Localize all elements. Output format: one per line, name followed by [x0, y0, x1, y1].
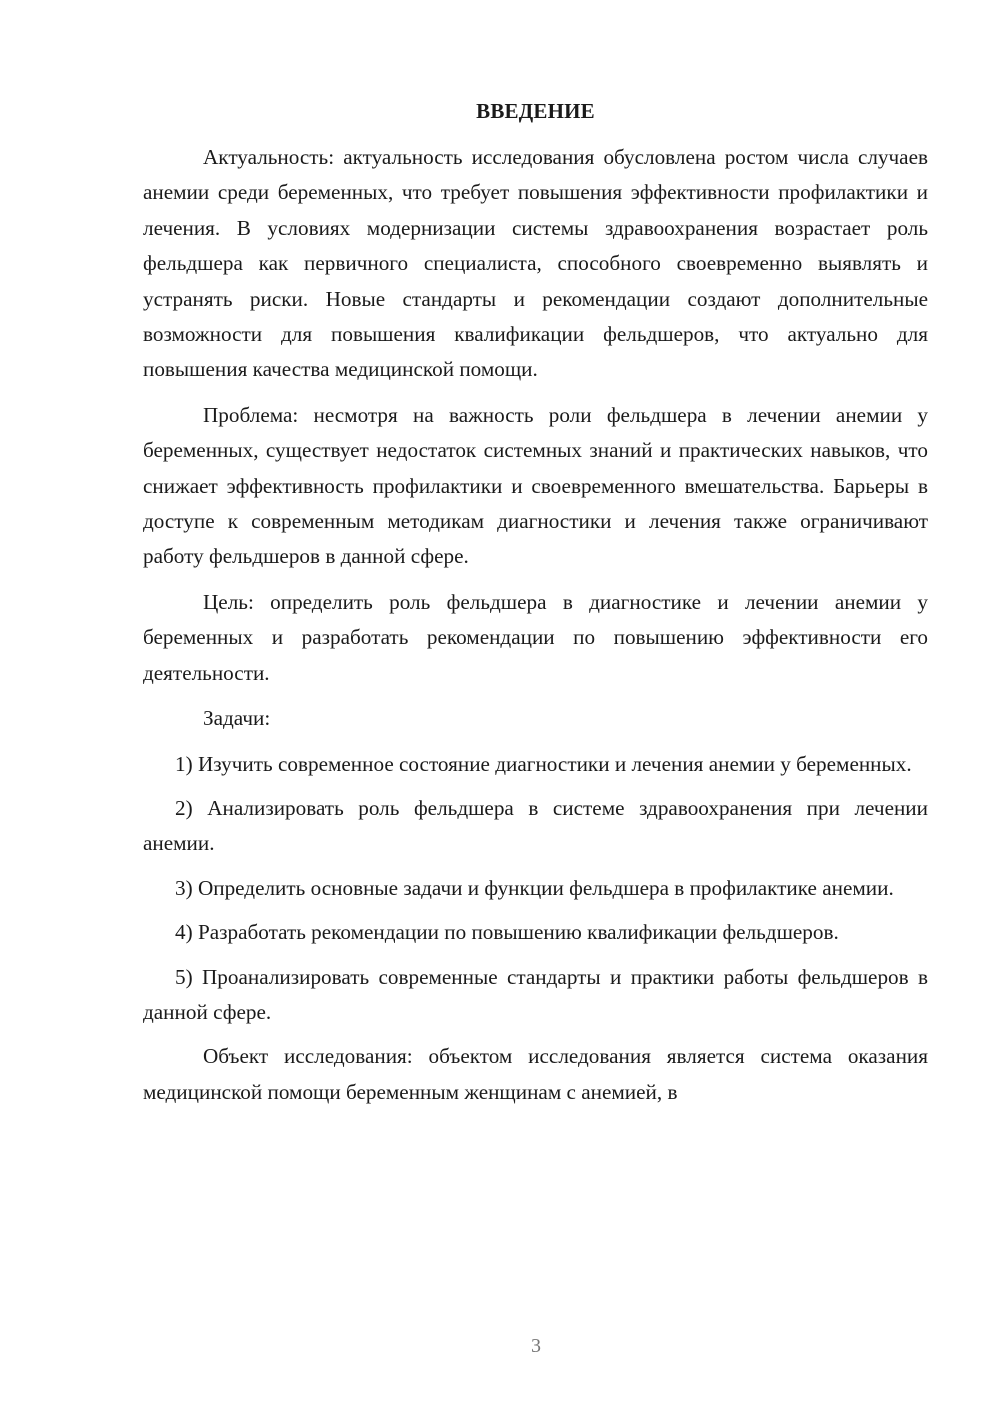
- task-item-1: 1) Изучить современное состояние диагностики и лечения анемии у беременных.: [175, 751, 912, 776]
- task-item-2: 2) Анализировать роль фельдшера в системе здравоохранения при лечении анемии.: [143, 795, 928, 856]
- paragraph-object: Объект исследования: объектом исследования является система оказания медицинской помощи беременным женщинам с анемией, в: [143, 1044, 928, 1104]
- task-item-3: 3) Определить основные задачи и функции фельдшера в профилактике анемии.: [175, 875, 894, 900]
- tasks-label: Задачи:: [203, 706, 271, 731]
- page-number: 3: [531, 1335, 541, 1357]
- paragraph-problem: Проблема: несмотря на важность роли фельдшера в лечении анемии у беременных, существует недостаток системных знаний и практических навыков, что снижает эффективность профилактики и своевременного вмешательства. Барьеры в доступе к современным методикам диагностики и лечения также ограничивают работу фельдшеров в данной сфере.: [143, 402, 928, 569]
- task-item-5: 5) Проанализировать современные стандарты и практики работы фельдшеров в данной сфере.: [143, 964, 928, 1024]
- task-item-4: 4) Разработать рекомендации по повышению квалификации фельдшеров.: [175, 920, 839, 945]
- paragraph-goal: Цель: определить роль фельдшера в диагностике и лечении анемии у беременных и разработать рекомендации по повышению эффективности его деятельности.: [143, 589, 928, 685]
- paragraph-relevance: Актуальность: актуальность исследования обусловлена ростом числа случаев анемии среди беременных, что требует повышения эффективности профилактики и лечения. В условиях модернизации системы здравоохранения возрастает роль фельдшера как первичного специалиста, способного своевременно выявлять и устранять риски. Новые стандарты и рекомендации создают дополнительные возможности для повышения квалификации фельдшеров, что актуально для повышения качества медицинской помощи.: [143, 145, 928, 382]
- section-title: ВВЕДЕНИЕ: [476, 99, 595, 123]
- page-content: [143, 94, 928, 1120]
